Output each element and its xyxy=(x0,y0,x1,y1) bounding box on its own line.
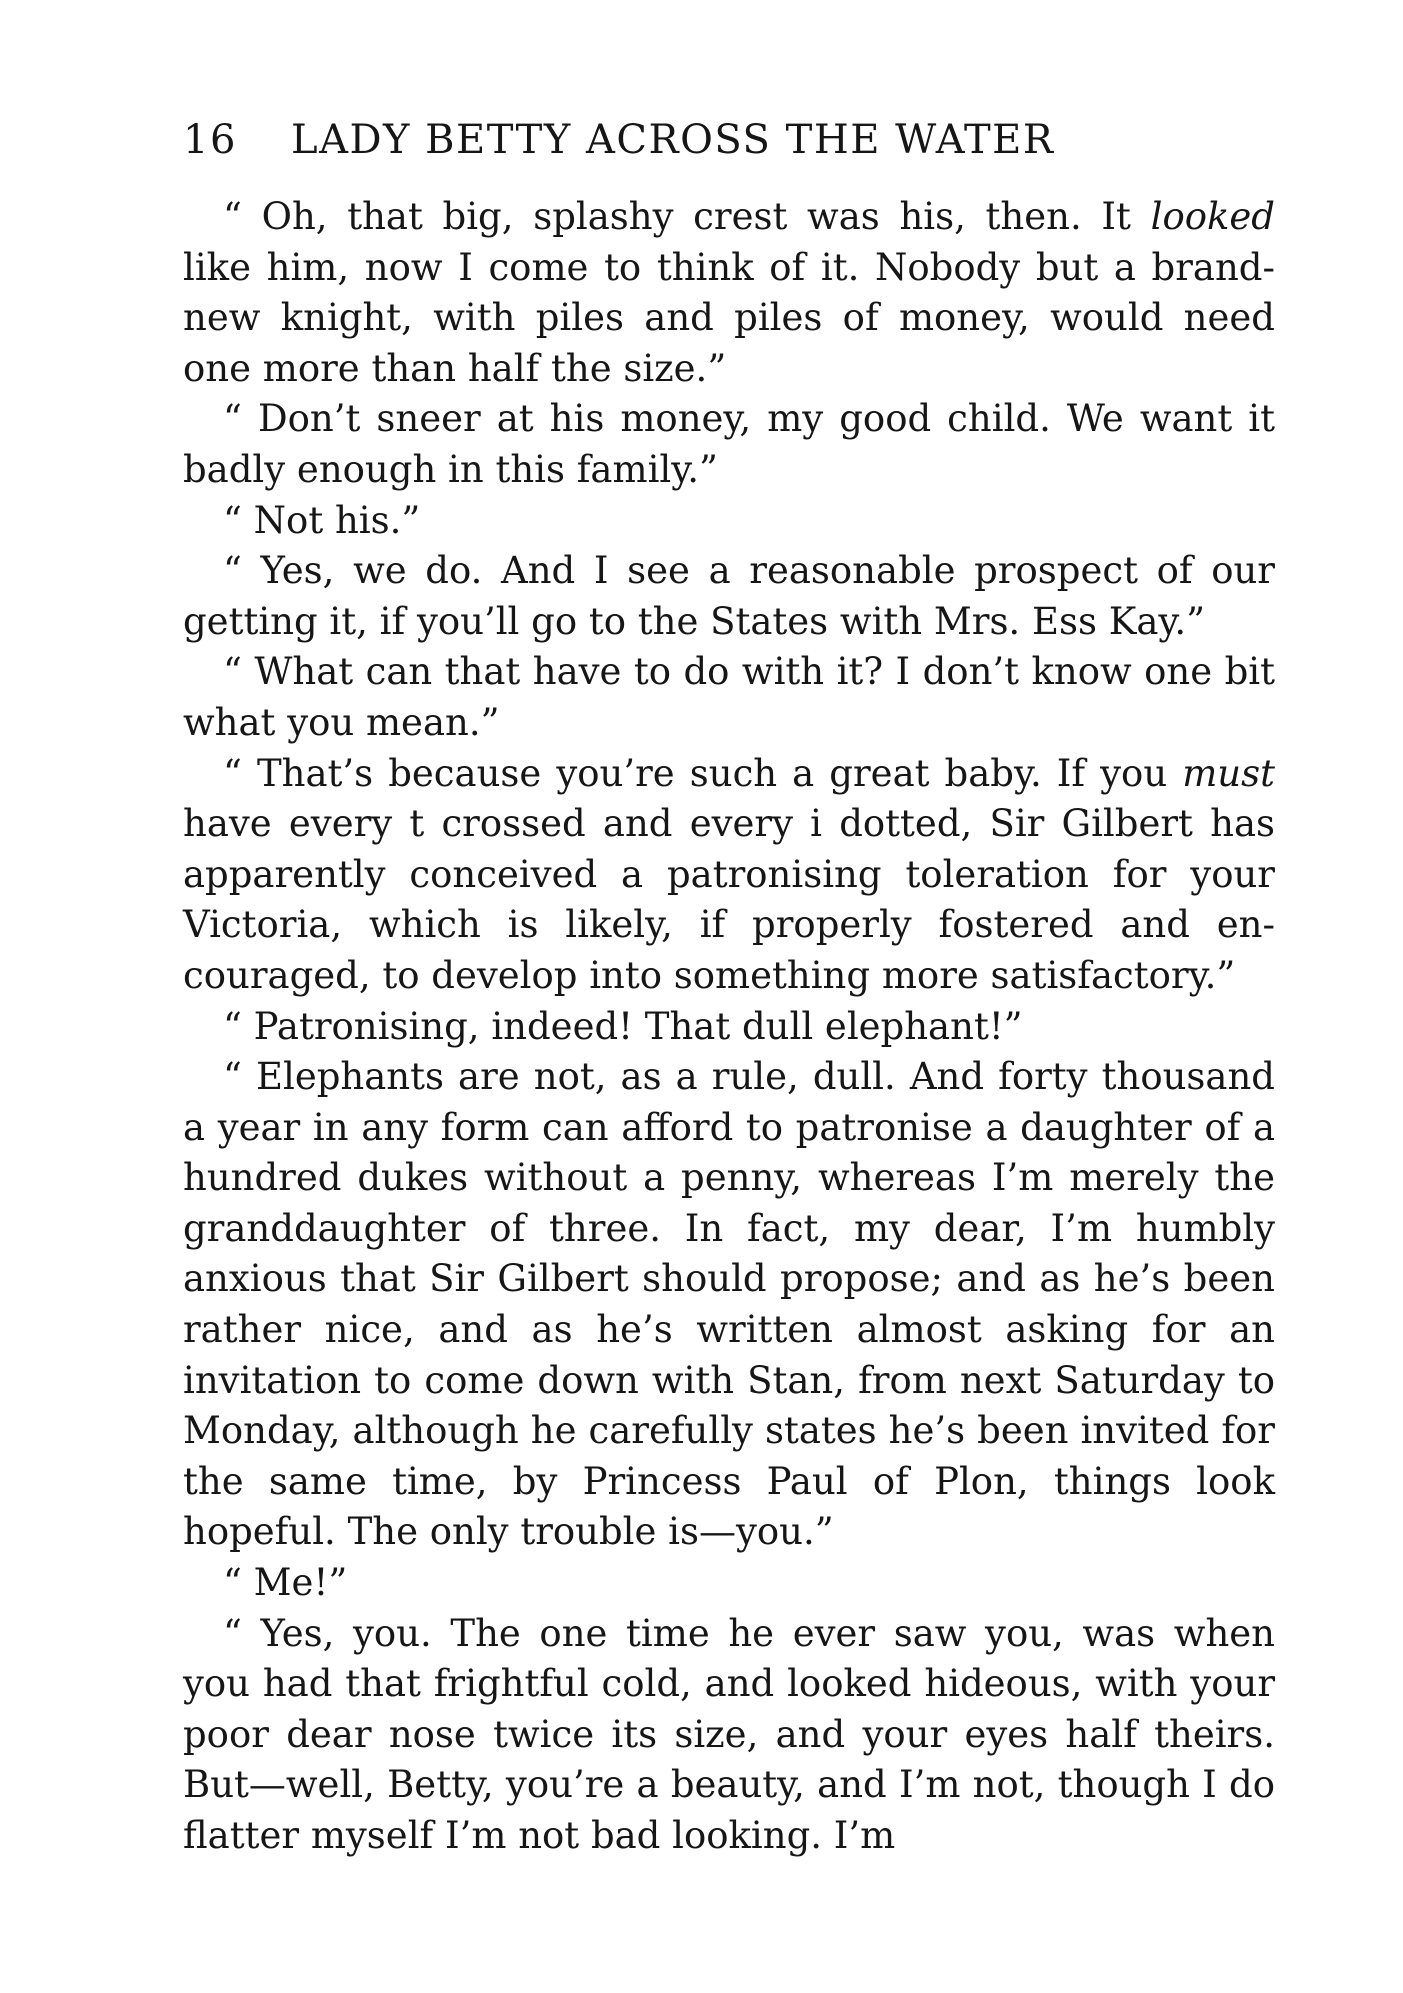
paragraph xyxy=(183,192,1275,394)
text-run: have every t crossed and every i dotted, Sir Gilbert has apparently conceived a patronising toleration for your Victoria, which is likely, if properly fostered and encouraged, to develop into something more satisfactory.” xyxy=(183,802,1275,997)
paragraph xyxy=(183,546,1275,647)
text-run: “ Elephants are not, as a rule, dull. And forty thousand a year in any form can afford to patronise a daughter of a hundred dukes without a penny, whereas I’m merely the granddaughter of three. In fact, my dear, I’m humbly anxious that Sir Gilbert should propose; and as he’s been rather nice, and as he’s written almost asking for an invitation to come down with Stan, from next Saturday to Monday, although he carefully states he’s been invited for the same time, by Princess Paul of Plon, things look hopeful. The only trouble is—you.” xyxy=(183,1055,1275,1554)
text-run: “ Patronising, indeed! That dull elephant!” xyxy=(223,1004,1023,1048)
paragraph xyxy=(183,496,1275,547)
text-run: “ Not his.” xyxy=(223,498,421,542)
paragraph xyxy=(183,394,1275,495)
text-run: “ Don’t sneer at his money, my good child. We want it badly enough in this family.” xyxy=(183,397,1275,491)
paragraph xyxy=(183,1002,1275,1053)
body-text xyxy=(183,192,1275,1862)
text-run: “ Me!” xyxy=(223,1561,348,1605)
text-run: like him, now I come to think of it. Nobody but a brand-new knight, with piles and piles of money, would need one more than half the size.” xyxy=(183,245,1275,390)
paragraph xyxy=(183,749,1275,1002)
paragraph xyxy=(183,647,1275,748)
text-run: “ Oh, that big, splashy crest was his, then. It xyxy=(223,195,1151,238)
page-number: 16 xyxy=(183,117,237,163)
running-head xyxy=(183,112,1183,168)
running-title: LADY BETTY ACROSS THE WATER xyxy=(291,117,1055,163)
paragraph xyxy=(183,1052,1275,1558)
text-run: “ Yes, we do. And I see a reasonable prospect of our getting it, if you’ll go to the States with Mrs. Ess Kay.” xyxy=(183,549,1275,643)
paragraph xyxy=(183,1609,1275,1862)
paragraph xyxy=(183,1558,1275,1609)
italic-text: must xyxy=(1182,751,1275,795)
text-run: “ What can that have to do with it? I don’t know one bit what you mean.” xyxy=(183,650,1275,744)
text-run: “ Yes, you. The one time he ever saw you, was when you had that frightful cold, and looked hideous, with your poor dear nose twice its size, and your eyes half theirs. But—well, Betty, you’re a beauty, and I’m not, though I do flatter myself I’m not bad looking. I’m xyxy=(183,1611,1275,1857)
text-run: “ That’s because you’re such a great baby. If you xyxy=(223,751,1183,795)
italic-text: looked xyxy=(1150,195,1275,238)
